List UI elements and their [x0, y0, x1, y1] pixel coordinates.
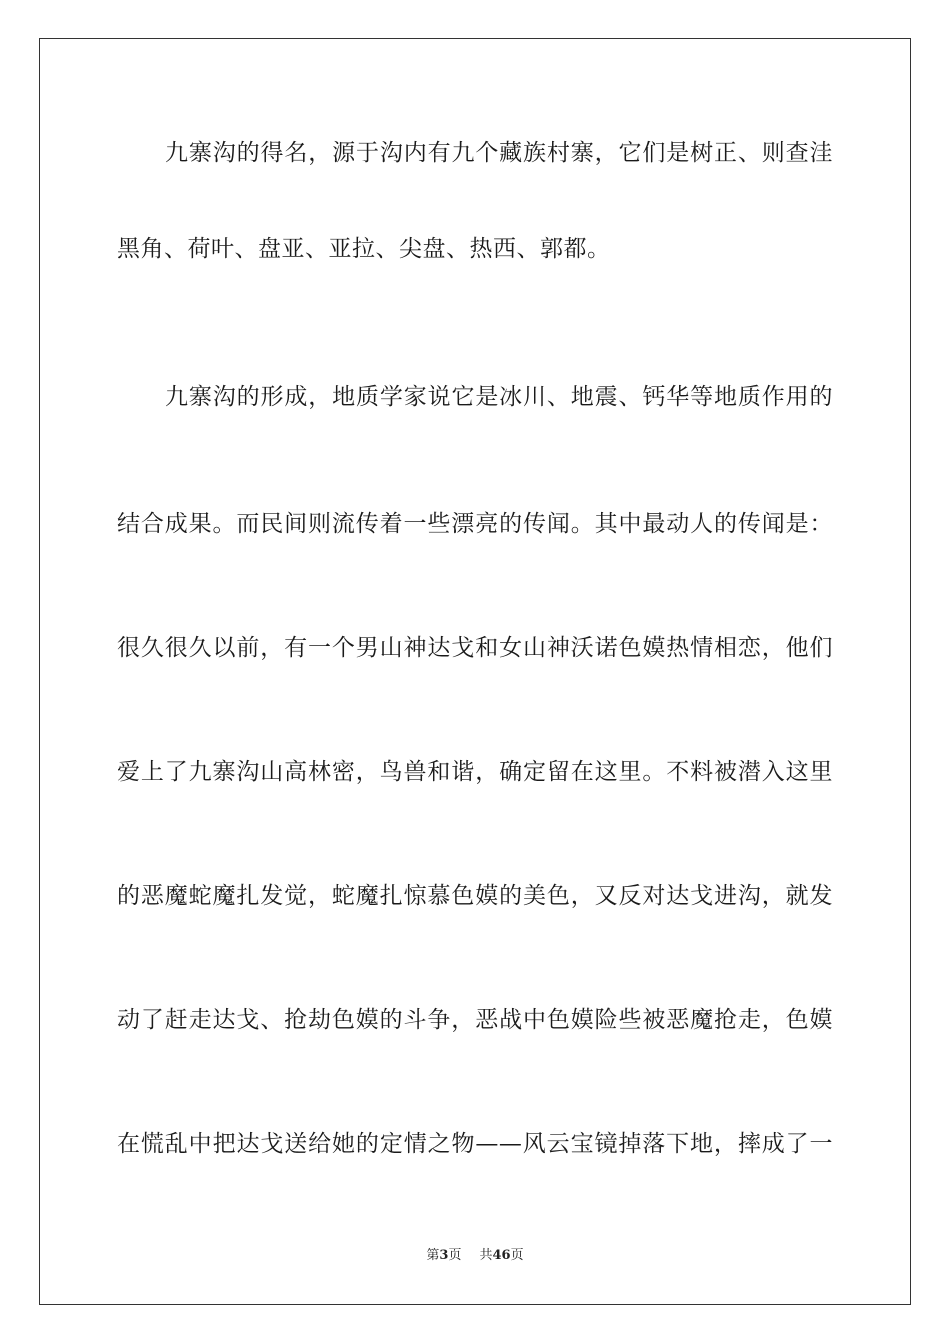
total-pages: 46: [492, 1248, 511, 1263]
paragraph-2-line-6: 动了赶走达戈、抢劫色嫫的斗争，恶战中色嫫险些被恶魔抢走，色嫫: [117, 1007, 833, 1033]
page-number: 3: [439, 1248, 449, 1263]
paragraph-2-line-4: 爱上了九寨沟山高林密，鸟兽和谐，确定留在这里。不料被潜入这里: [117, 759, 833, 785]
paragraph-2-line-3: 很久很久以前，有一个男山神达戈和女山神沃诺色嫫热情相恋，他们: [117, 635, 833, 661]
paragraph-1-line-2: 黑角、荷叶、盘亚、亚拉、尖盘、热西、郭都。: [117, 236, 611, 262]
total-prefix: 共: [479, 1248, 493, 1263]
page-border: [39, 38, 911, 1305]
paragraph-2-line-2: 结合成果。而民间则流传着一些漂亮的传闻。其中最动人的传闻是：: [117, 511, 833, 537]
page-prefix: 第: [426, 1248, 440, 1263]
page-suffix: 页: [448, 1248, 462, 1263]
page-footer: [0, 1247, 950, 1265]
paragraph-2-line-1: 九寨沟的形成，地质学家说它是冰川、地震、钙华等地质作用的: [165, 384, 833, 410]
paragraph-2-line-5: 的恶魔蛇魔扎发觉，蛇魔扎惊慕色嫫的美色，又反对达戈进沟，就发: [117, 883, 833, 909]
paragraph-1-line-1: 九寨沟的得名，源于沟内有九个藏族村寨，它们是树正、则查洼: [165, 140, 833, 166]
total-suffix: 页: [510, 1248, 524, 1263]
paragraph-2-line-7: 在慌乱中把达戈送给她的定情之物——风云宝镜掉落下地，摔成了一: [117, 1131, 833, 1157]
